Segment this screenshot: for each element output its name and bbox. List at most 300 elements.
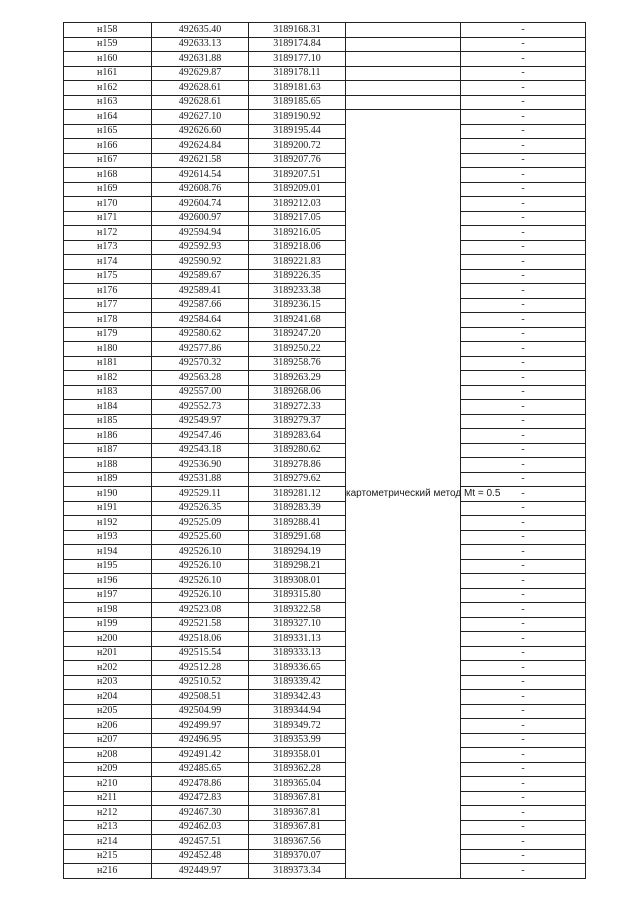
y-coordinate-cell: 3189185.65 bbox=[249, 95, 346, 110]
description-cell: - bbox=[461, 632, 586, 647]
description-cell: - bbox=[461, 777, 586, 792]
y-coordinate-cell: 3189195.44 bbox=[249, 124, 346, 139]
x-coordinate-cell: 492531.88 bbox=[152, 472, 249, 487]
point-id-cell: н191 bbox=[64, 501, 152, 516]
point-id-cell: н208 bbox=[64, 748, 152, 763]
table-row bbox=[64, 356, 586, 371]
description-cell: - bbox=[461, 95, 586, 110]
point-id-cell: н214 bbox=[64, 835, 152, 850]
point-id-cell: н205 bbox=[64, 704, 152, 719]
description-cell: - bbox=[461, 327, 586, 342]
description-cell: - bbox=[461, 530, 586, 545]
x-coordinate-cell: 492472.83 bbox=[152, 791, 249, 806]
point-id-cell: н210 bbox=[64, 777, 152, 792]
description-cell: - bbox=[461, 472, 586, 487]
table-row bbox=[64, 255, 586, 270]
point-id-cell: н193 bbox=[64, 530, 152, 545]
point-id-cell: н162 bbox=[64, 81, 152, 96]
point-id-cell: н165 bbox=[64, 124, 152, 139]
x-coordinate-cell: 492512.28 bbox=[152, 661, 249, 676]
description-cell: - bbox=[461, 153, 586, 168]
method-cell bbox=[346, 81, 461, 96]
table-row bbox=[64, 52, 586, 67]
y-coordinate-cell: 3189226.35 bbox=[249, 269, 346, 284]
point-id-cell: н175 bbox=[64, 269, 152, 284]
table-row bbox=[64, 182, 586, 197]
y-coordinate-cell: 3189358.01 bbox=[249, 748, 346, 763]
x-coordinate-cell: 492526.10 bbox=[152, 574, 249, 589]
y-coordinate-cell: 3189291.68 bbox=[249, 530, 346, 545]
x-coordinate-cell: 492526.10 bbox=[152, 588, 249, 603]
description-cell: - bbox=[461, 269, 586, 284]
x-coordinate-cell: 492621.58 bbox=[152, 153, 249, 168]
point-id-cell: н172 bbox=[64, 226, 152, 241]
y-coordinate-cell: 3189241.68 bbox=[249, 313, 346, 328]
table-row bbox=[64, 458, 586, 473]
point-id-cell: н202 bbox=[64, 661, 152, 676]
x-coordinate-cell: 492508.51 bbox=[152, 690, 249, 705]
table-row bbox=[64, 864, 586, 879]
table-row bbox=[64, 516, 586, 531]
point-id-cell: н203 bbox=[64, 675, 152, 690]
description-cell: - bbox=[461, 733, 586, 748]
point-id-cell: н198 bbox=[64, 603, 152, 618]
x-coordinate-cell: 492496.95 bbox=[152, 733, 249, 748]
x-coordinate-cell: 492580.62 bbox=[152, 327, 249, 342]
x-coordinate-cell: 492570.32 bbox=[152, 356, 249, 371]
x-coordinate-cell: 492518.06 bbox=[152, 632, 249, 647]
y-coordinate-cell: 3189218.06 bbox=[249, 240, 346, 255]
point-id-cell: н204 bbox=[64, 690, 152, 705]
point-id-cell: н190 bbox=[64, 487, 152, 502]
point-id-cell: н176 bbox=[64, 284, 152, 299]
y-coordinate-cell: 3189236.15 bbox=[249, 298, 346, 313]
y-coordinate-cell: 3189283.64 bbox=[249, 429, 346, 444]
description-cell: - bbox=[461, 23, 586, 38]
x-coordinate-cell: 492515.54 bbox=[152, 646, 249, 661]
point-id-cell: н213 bbox=[64, 820, 152, 835]
y-coordinate-cell: 3189283.39 bbox=[249, 501, 346, 516]
description-cell: - bbox=[461, 81, 586, 96]
point-id-cell: н186 bbox=[64, 429, 152, 444]
y-coordinate-cell: 3189174.84 bbox=[249, 37, 346, 52]
y-coordinate-cell: 3189217.05 bbox=[249, 211, 346, 226]
point-id-cell: н209 bbox=[64, 762, 152, 777]
point-id-cell: н181 bbox=[64, 356, 152, 371]
description-cell: - bbox=[461, 240, 586, 255]
description-cell: - bbox=[461, 139, 586, 154]
point-id-cell: н200 bbox=[64, 632, 152, 647]
y-coordinate-cell: 3189365.04 bbox=[249, 777, 346, 792]
table-row bbox=[64, 835, 586, 850]
description-cell: - bbox=[461, 574, 586, 589]
x-coordinate-cell: 492510.52 bbox=[152, 675, 249, 690]
x-coordinate-cell: 492526.10 bbox=[152, 545, 249, 560]
x-coordinate-cell: 492457.51 bbox=[152, 835, 249, 850]
description-cell: - bbox=[461, 516, 586, 531]
point-id-cell: н188 bbox=[64, 458, 152, 473]
point-id-cell: н182 bbox=[64, 371, 152, 386]
table-row bbox=[64, 211, 586, 226]
x-coordinate-cell: 492614.54 bbox=[152, 168, 249, 183]
y-coordinate-cell: 3189298.21 bbox=[249, 559, 346, 574]
table-row bbox=[64, 820, 586, 835]
point-id-cell: н164 bbox=[64, 110, 152, 125]
y-coordinate-cell: 3189279.37 bbox=[249, 414, 346, 429]
point-id-cell: н170 bbox=[64, 197, 152, 212]
y-coordinate-cell: 3189278.86 bbox=[249, 458, 346, 473]
point-id-cell: н160 bbox=[64, 52, 152, 67]
description-cell: - bbox=[461, 298, 586, 313]
x-coordinate-cell: 492584.64 bbox=[152, 313, 249, 328]
table-row bbox=[64, 371, 586, 386]
table-row bbox=[64, 501, 586, 516]
point-id-cell: н185 bbox=[64, 414, 152, 429]
y-coordinate-cell: 3189207.76 bbox=[249, 153, 346, 168]
description-cell: - bbox=[461, 182, 586, 197]
x-coordinate-cell: 492626.60 bbox=[152, 124, 249, 139]
table-row bbox=[64, 472, 586, 487]
x-coordinate-cell: 492491.42 bbox=[152, 748, 249, 763]
description-cell: - bbox=[461, 646, 586, 661]
coordinates-table-body bbox=[64, 23, 586, 879]
description-cell: - bbox=[461, 66, 586, 81]
point-id-cell: н169 bbox=[64, 182, 152, 197]
point-id-cell: н206 bbox=[64, 719, 152, 734]
description-cell: - bbox=[461, 443, 586, 458]
x-coordinate-cell: 492587.66 bbox=[152, 298, 249, 313]
coordinates-table bbox=[63, 22, 586, 879]
x-coordinate-cell: 492467.30 bbox=[152, 806, 249, 821]
y-coordinate-cell: 3189367.81 bbox=[249, 806, 346, 821]
y-coordinate-cell: 3189233.38 bbox=[249, 284, 346, 299]
table-row bbox=[64, 849, 586, 864]
table-row bbox=[64, 661, 586, 676]
y-coordinate-cell: 3189178.11 bbox=[249, 66, 346, 81]
y-coordinate-cell: 3189272.33 bbox=[249, 400, 346, 415]
table-row bbox=[64, 284, 586, 299]
table-row bbox=[64, 429, 586, 444]
y-coordinate-cell: 3189331.13 bbox=[249, 632, 346, 647]
point-id-cell: н216 bbox=[64, 864, 152, 879]
table-row bbox=[64, 617, 586, 632]
x-coordinate-cell: 492504.99 bbox=[152, 704, 249, 719]
table-row bbox=[64, 298, 586, 313]
description-cell: - bbox=[461, 487, 586, 502]
table-row bbox=[64, 559, 586, 574]
table-row bbox=[64, 197, 586, 212]
method-cell bbox=[346, 66, 461, 81]
y-coordinate-cell: 3189344.94 bbox=[249, 704, 346, 719]
x-coordinate-cell: 492635.40 bbox=[152, 23, 249, 38]
table-row bbox=[64, 110, 586, 125]
x-coordinate-cell: 492521.58 bbox=[152, 617, 249, 632]
x-coordinate-cell: 492590.92 bbox=[152, 255, 249, 270]
y-coordinate-cell: 3189207.51 bbox=[249, 168, 346, 183]
table-row bbox=[64, 37, 586, 52]
table-row bbox=[64, 139, 586, 154]
y-coordinate-cell: 3189362.28 bbox=[249, 762, 346, 777]
description-cell: - bbox=[461, 675, 586, 690]
point-id-cell: н167 bbox=[64, 153, 152, 168]
table-row bbox=[64, 530, 586, 545]
x-coordinate-cell: 492624.84 bbox=[152, 139, 249, 154]
description-cell: - bbox=[461, 168, 586, 183]
y-coordinate-cell: 3189327.10 bbox=[249, 617, 346, 632]
description-cell: - bbox=[461, 429, 586, 444]
table-row bbox=[64, 545, 586, 560]
description-cell: - bbox=[461, 52, 586, 67]
description-cell: - bbox=[461, 211, 586, 226]
y-coordinate-cell: 3189200.72 bbox=[249, 139, 346, 154]
y-coordinate-cell: 3189288.41 bbox=[249, 516, 346, 531]
table-row bbox=[64, 588, 586, 603]
description-cell: - bbox=[461, 400, 586, 415]
point-id-cell: н184 bbox=[64, 400, 152, 415]
table-row bbox=[64, 690, 586, 705]
table-row bbox=[64, 95, 586, 110]
x-coordinate-cell: 492525.60 bbox=[152, 530, 249, 545]
point-id-cell: н178 bbox=[64, 313, 152, 328]
point-id-cell: н215 bbox=[64, 849, 152, 864]
description-cell: - bbox=[461, 371, 586, 386]
description-cell: - bbox=[461, 559, 586, 574]
x-coordinate-cell: 492523.08 bbox=[152, 603, 249, 618]
table-row bbox=[64, 226, 586, 241]
y-coordinate-cell: 3189177.10 bbox=[249, 52, 346, 67]
method-cell bbox=[346, 95, 461, 110]
y-coordinate-cell: 3189315.80 bbox=[249, 588, 346, 603]
table-row bbox=[64, 603, 586, 618]
y-coordinate-cell: 3189258.76 bbox=[249, 356, 346, 371]
x-coordinate-cell: 492526.35 bbox=[152, 501, 249, 516]
x-coordinate-cell: 492633.13 bbox=[152, 37, 249, 52]
x-coordinate-cell: 492628.61 bbox=[152, 95, 249, 110]
x-coordinate-cell: 492589.67 bbox=[152, 269, 249, 284]
point-id-cell: н189 bbox=[64, 472, 152, 487]
table-row bbox=[64, 385, 586, 400]
x-coordinate-cell: 492547.46 bbox=[152, 429, 249, 444]
y-coordinate-cell: 3189367.81 bbox=[249, 820, 346, 835]
y-coordinate-cell: 3189268.06 bbox=[249, 385, 346, 400]
x-coordinate-cell: 492629.87 bbox=[152, 66, 249, 81]
point-id-cell: н199 bbox=[64, 617, 152, 632]
method-note-cell: картометрический метод Mt = 0.5 bbox=[346, 110, 461, 879]
table-row bbox=[64, 400, 586, 415]
description-cell: - bbox=[461, 762, 586, 777]
point-id-cell: н183 bbox=[64, 385, 152, 400]
description-cell: - bbox=[461, 617, 586, 632]
description-cell: - bbox=[461, 603, 586, 618]
description-cell: - bbox=[461, 284, 586, 299]
x-coordinate-cell: 492529.11 bbox=[152, 487, 249, 502]
table-row bbox=[64, 124, 586, 139]
y-coordinate-cell: 3189333.13 bbox=[249, 646, 346, 661]
y-coordinate-cell: 3189212.03 bbox=[249, 197, 346, 212]
point-id-cell: н159 bbox=[64, 37, 152, 52]
description-cell: - bbox=[461, 342, 586, 357]
point-id-cell: н194 bbox=[64, 545, 152, 560]
table-row bbox=[64, 313, 586, 328]
y-coordinate-cell: 3189342.43 bbox=[249, 690, 346, 705]
description-cell: - bbox=[461, 545, 586, 560]
description-cell: - bbox=[461, 806, 586, 821]
description-cell: - bbox=[461, 791, 586, 806]
point-id-cell: н166 bbox=[64, 139, 152, 154]
x-coordinate-cell: 492604.74 bbox=[152, 197, 249, 212]
x-coordinate-cell: 492543.18 bbox=[152, 443, 249, 458]
point-id-cell: н158 bbox=[64, 23, 152, 38]
description-cell: - bbox=[461, 849, 586, 864]
description-cell: - bbox=[461, 197, 586, 212]
description-cell: - bbox=[461, 864, 586, 879]
point-id-cell: н187 bbox=[64, 443, 152, 458]
table-row bbox=[64, 748, 586, 763]
x-coordinate-cell: 492628.61 bbox=[152, 81, 249, 96]
description-cell: - bbox=[461, 124, 586, 139]
description-cell: - bbox=[461, 385, 586, 400]
x-coordinate-cell: 492594.94 bbox=[152, 226, 249, 241]
x-coordinate-cell: 492525.09 bbox=[152, 516, 249, 531]
y-coordinate-cell: 3189339.42 bbox=[249, 675, 346, 690]
description-cell: - bbox=[461, 356, 586, 371]
x-coordinate-cell: 492608.76 bbox=[152, 182, 249, 197]
x-coordinate-cell: 492627.10 bbox=[152, 110, 249, 125]
y-coordinate-cell: 3189336.65 bbox=[249, 661, 346, 676]
description-cell: - bbox=[461, 458, 586, 473]
description-cell: - bbox=[461, 255, 586, 270]
point-id-cell: н168 bbox=[64, 168, 152, 183]
point-id-cell: н195 bbox=[64, 559, 152, 574]
x-coordinate-cell: 492563.28 bbox=[152, 371, 249, 386]
table-row bbox=[64, 762, 586, 777]
x-coordinate-cell: 492552.73 bbox=[152, 400, 249, 415]
point-id-cell: н161 bbox=[64, 66, 152, 81]
y-coordinate-cell: 3189190.92 bbox=[249, 110, 346, 125]
table-row bbox=[64, 443, 586, 458]
table-row bbox=[64, 414, 586, 429]
point-id-cell: н177 bbox=[64, 298, 152, 313]
table-row bbox=[64, 342, 586, 357]
point-id-cell: н197 bbox=[64, 588, 152, 603]
y-coordinate-cell: 3189294.19 bbox=[249, 545, 346, 560]
y-coordinate-cell: 3189216.05 bbox=[249, 226, 346, 241]
x-coordinate-cell: 492478.86 bbox=[152, 777, 249, 792]
description-cell: - bbox=[461, 313, 586, 328]
table-row bbox=[64, 733, 586, 748]
y-coordinate-cell: 3189367.56 bbox=[249, 835, 346, 850]
table-row bbox=[64, 23, 586, 38]
y-coordinate-cell: 3189281.12 bbox=[249, 487, 346, 502]
method-cell bbox=[346, 37, 461, 52]
y-coordinate-cell: 3189181.63 bbox=[249, 81, 346, 96]
description-cell: - bbox=[461, 414, 586, 429]
table-row bbox=[64, 269, 586, 284]
x-coordinate-cell: 492485.65 bbox=[152, 762, 249, 777]
y-coordinate-cell: 3189280.62 bbox=[249, 443, 346, 458]
x-coordinate-cell: 492577.86 bbox=[152, 342, 249, 357]
description-cell: - bbox=[461, 226, 586, 241]
x-coordinate-cell: 492462.03 bbox=[152, 820, 249, 835]
description-cell: - bbox=[461, 661, 586, 676]
y-coordinate-cell: 3189370.07 bbox=[249, 849, 346, 864]
description-cell: - bbox=[461, 690, 586, 705]
point-id-cell: н207 bbox=[64, 733, 152, 748]
y-coordinate-cell: 3189373.34 bbox=[249, 864, 346, 879]
y-coordinate-cell: 3189168.31 bbox=[249, 23, 346, 38]
y-coordinate-cell: 3189308.01 bbox=[249, 574, 346, 589]
y-coordinate-cell: 3189209.01 bbox=[249, 182, 346, 197]
x-coordinate-cell: 492452.48 bbox=[152, 849, 249, 864]
x-coordinate-cell: 492526.10 bbox=[152, 559, 249, 574]
table-row bbox=[64, 777, 586, 792]
description-cell: - bbox=[461, 37, 586, 52]
description-cell: - bbox=[461, 820, 586, 835]
table-row bbox=[64, 704, 586, 719]
x-coordinate-cell: 492536.90 bbox=[152, 458, 249, 473]
table-row bbox=[64, 168, 586, 183]
table-row bbox=[64, 791, 586, 806]
x-coordinate-cell: 492549.97 bbox=[152, 414, 249, 429]
y-coordinate-cell: 3189250.22 bbox=[249, 342, 346, 357]
x-coordinate-cell: 492449.97 bbox=[152, 864, 249, 879]
table-row bbox=[64, 719, 586, 734]
description-cell: - bbox=[461, 719, 586, 734]
point-id-cell: н180 bbox=[64, 342, 152, 357]
table-row bbox=[64, 806, 586, 821]
point-id-cell: н211 bbox=[64, 791, 152, 806]
table-row bbox=[64, 153, 586, 168]
x-coordinate-cell: 492631.88 bbox=[152, 52, 249, 67]
description-cell: - bbox=[461, 501, 586, 516]
x-coordinate-cell: 492557.00 bbox=[152, 385, 249, 400]
table-row bbox=[64, 646, 586, 661]
x-coordinate-cell: 492499.97 bbox=[152, 719, 249, 734]
point-id-cell: н173 bbox=[64, 240, 152, 255]
point-id-cell: н201 bbox=[64, 646, 152, 661]
point-id-cell: н174 bbox=[64, 255, 152, 270]
description-cell: - bbox=[461, 835, 586, 850]
point-id-cell: н163 bbox=[64, 95, 152, 110]
method-cell bbox=[346, 52, 461, 67]
table-row bbox=[64, 675, 586, 690]
x-coordinate-cell: 492592.93 bbox=[152, 240, 249, 255]
x-coordinate-cell: 492589.41 bbox=[152, 284, 249, 299]
point-id-cell: н179 bbox=[64, 327, 152, 342]
y-coordinate-cell: 3189221.83 bbox=[249, 255, 346, 270]
description-cell: - bbox=[461, 748, 586, 763]
table-row bbox=[64, 632, 586, 647]
point-id-cell: н196 bbox=[64, 574, 152, 589]
y-coordinate-cell: 3189353.99 bbox=[249, 733, 346, 748]
table-row bbox=[64, 240, 586, 255]
table-row bbox=[64, 66, 586, 81]
table-row bbox=[64, 574, 586, 589]
description-cell: - bbox=[461, 588, 586, 603]
table-row bbox=[64, 487, 586, 502]
point-id-cell: н192 bbox=[64, 516, 152, 531]
method-cell bbox=[346, 23, 461, 38]
y-coordinate-cell: 3189263.29 bbox=[249, 371, 346, 386]
y-coordinate-cell: 3189322.58 bbox=[249, 603, 346, 618]
y-coordinate-cell: 3189349.72 bbox=[249, 719, 346, 734]
y-coordinate-cell: 3189279.62 bbox=[249, 472, 346, 487]
description-cell: - bbox=[461, 110, 586, 125]
table-row bbox=[64, 327, 586, 342]
description-cell: - bbox=[461, 704, 586, 719]
point-id-cell: н212 bbox=[64, 806, 152, 821]
table-row bbox=[64, 81, 586, 96]
